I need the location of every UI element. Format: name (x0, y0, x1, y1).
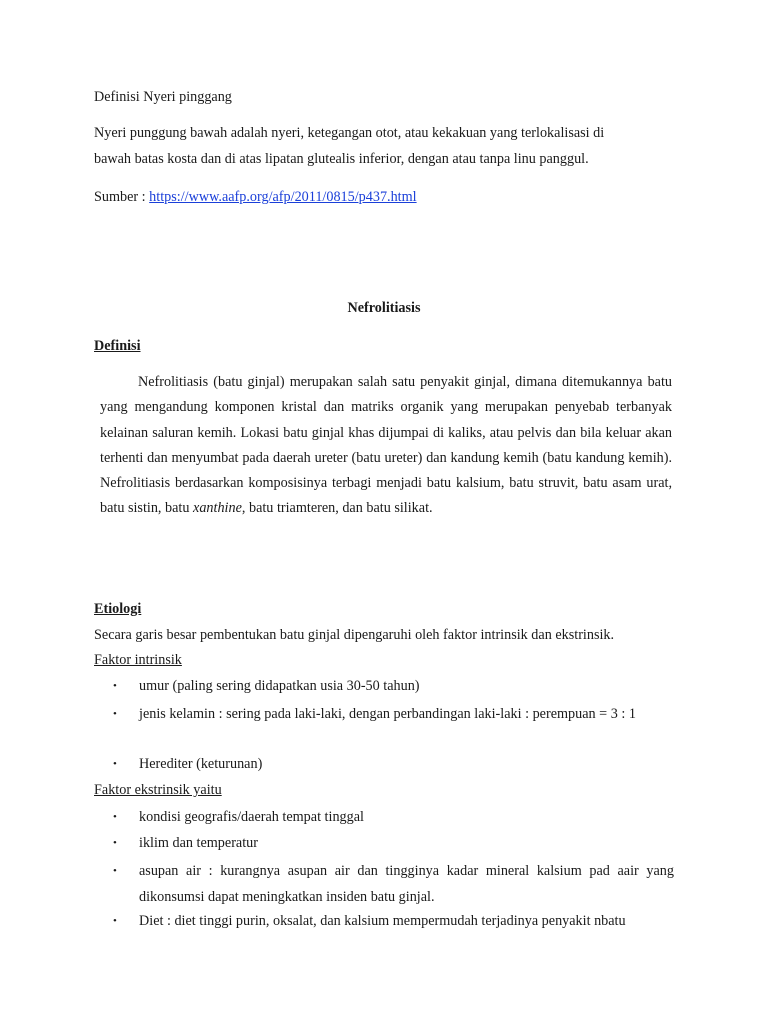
definisi-heading: Definisi (94, 338, 141, 354)
intrinsik-heading: Faktor intrinsik (94, 652, 182, 668)
bullet-icon: • (113, 915, 117, 927)
bullet-icon: • (113, 865, 117, 877)
bullet-icon: • (113, 680, 117, 692)
definisi-text-part: Nefrolitiasis (batu ginjal) merupakan salah satu penyakit ginjal, dimana ditemukannya batu yang mengandung komponen kristal dan matriks organik yang merupakan penyebab terbanyak kelainan saluran kemih. Lokasi batu ginjal khas dijumpai di kaliks, atau pelvis dan bila keluar akan terhenti dan menyumbat pada daerah ureter (batu ureter) dan kandung kemih (batu kandung kemih). Nefrolitiasis berdasarkan komposisinya terbagi menjadi batu kalsium, batu struvit, batu asam urat, batu sistin, batu (100, 374, 672, 517)
definisi-paragraph (100, 370, 672, 522)
list-item: Herediter (keturunan) (139, 756, 263, 772)
list-item: asupan air : kurangnya asupan air dan tingginya kadar mineral kalsium pad aair yang dikonsumsi dapat meningkatkan insiden batu ginjal. (139, 863, 674, 905)
etiologi-heading: Etiologi (94, 601, 142, 617)
heading-definisi-nyeri-pinggang: Definisi Nyeri pinggang (94, 89, 232, 105)
etiologi-intro: Secara garis besar pembentukan batu ginjal dipengaruhi oleh faktor intrinsik dan ekstrinsik. (94, 627, 615, 643)
section-title: Nefrolitiasis (347, 300, 421, 316)
bullet-icon: • (113, 811, 117, 823)
ekstrinsik-heading: Faktor ekstrinsik yaitu (94, 782, 222, 798)
list-item: kondisi geografis/daerah tempat tinggal (139, 809, 364, 825)
list-item: iklim dan temperatur (139, 835, 258, 851)
definisi-text-part: , batu triamteren, dan batu silikat. (241, 500, 433, 517)
source-label: Sumber : (94, 189, 150, 205)
source-line (94, 188, 417, 206)
list-item: jenis kelamin : sering pada laki-laki, dengan perbandingan laki-laki : perempuan = 3 : 1 (139, 706, 636, 722)
paragraph-line: Nyeri punggung bawah adalah nyeri, ketegangan otot, atau kekakuan yang terlokalisasi di (94, 125, 605, 141)
list-item: umur (paling sering didapatkan usia 30-50 tahun) (139, 678, 420, 694)
bullet-icon: • (113, 708, 117, 720)
bullet-icon: • (113, 758, 117, 770)
source-link[interactable]: https://www.aafp.org/afp/2011/0815/p437.html (149, 189, 417, 205)
definisi-italic-term: xanthine (193, 500, 242, 517)
paragraph-line: bawah batas kosta dan di atas lipatan glutealis inferior, dengan atau tanpa linu panggul. (94, 151, 589, 167)
bullet-icon: • (113, 837, 117, 849)
list-item: Diet : diet tinggi purin, oksalat, dan kalsium mempermudah terjadinya penyakit nbatu (139, 913, 626, 929)
